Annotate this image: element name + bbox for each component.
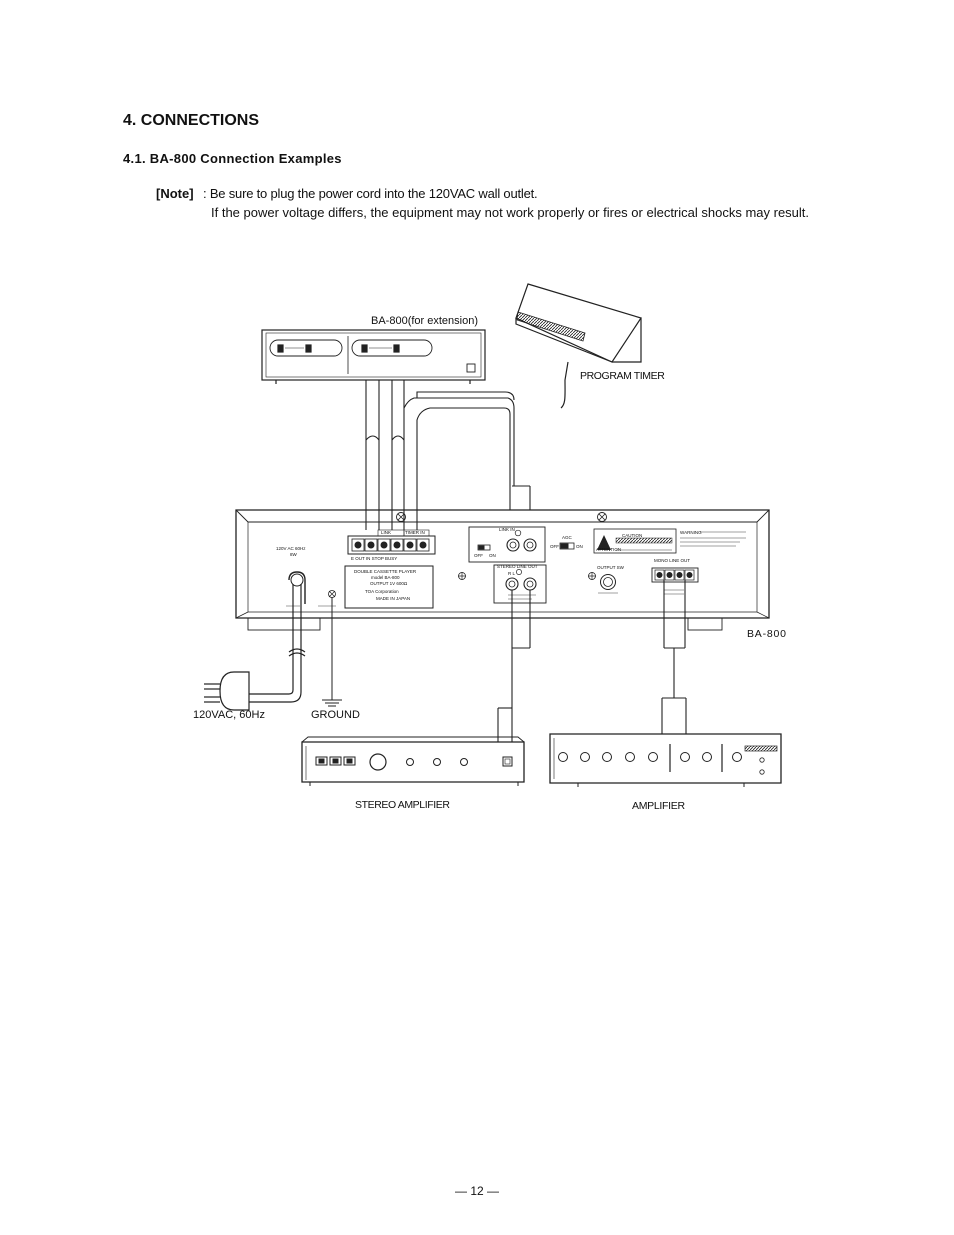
svg-text:OUTPUT SW: OUTPUT SW: [597, 565, 624, 570]
ground-label: GROUND: [311, 709, 360, 721]
svg-text:OFF: OFF: [474, 553, 483, 558]
svg-text:DOUBLE CASSETTE PLAYER: DOUBLE CASSETTE PLAYER: [354, 569, 417, 574]
svg-text:AGC: AGC: [562, 535, 572, 540]
main-unit-label: BA-800: [747, 628, 787, 640]
note-label: [Note]: [156, 186, 194, 201]
svg-text:WARNING: WARNING: [680, 530, 702, 535]
program-timer-label: PROGRAM TIMER: [580, 370, 665, 382]
svg-text:8W: 8W: [290, 552, 297, 557]
amplifier: [550, 734, 781, 787]
svg-text:120V AC 60Hz: 120V AC 60Hz: [276, 546, 306, 551]
program-timer: [516, 284, 641, 408]
svg-text:STEREO LINE OUT: STEREO LINE OUT: [497, 564, 538, 569]
svg-text:OFF: OFF: [550, 544, 559, 549]
svg-text:R L: R L: [508, 571, 516, 576]
svg-text:CAUTION: CAUTION: [622, 533, 643, 538]
svg-text:OUTPUT 1V 600Ω: OUTPUT 1V 600Ω: [370, 581, 408, 586]
subsection-title: 4.1. BA-800 Connection Examples: [123, 151, 342, 166]
svg-text:E OUT IN STOP BUSY: E OUT IN STOP BUSY: [351, 556, 398, 561]
stereo-amplifier: [302, 737, 524, 786]
power-label: 120VAC, 60Hz: [193, 709, 265, 721]
amplifier-label: AMPLIFIER: [632, 800, 685, 812]
svg-text:ATTENTION: ATTENTION: [596, 547, 622, 552]
svg-text:LINK: LINK: [381, 530, 392, 535]
extension-unit-label: BA-800(for extension): [371, 315, 478, 327]
svg-text:ON: ON: [489, 553, 496, 558]
link-cables: [366, 380, 530, 530]
output-cables: [498, 580, 686, 742]
svg-text:LINK IN: LINK IN: [499, 527, 515, 532]
svg-text:ON: ON: [576, 544, 583, 549]
page-number: — 12 —: [454, 1184, 499, 1198]
svg-text:TIMER IN: TIMER IN: [405, 530, 425, 535]
power-cord: [204, 604, 305, 710]
section-title: 4. CONNECTIONS: [123, 112, 260, 129]
note-text-continued: If the power voltage differs, the equipment may not work properly or fires or electrical shocks may result.: [211, 205, 810, 220]
ba800-extension-unit: [262, 330, 485, 384]
svg-text:MONO LINE OUT: MONO LINE OUT: [654, 558, 691, 563]
svg-text:model BA-800: model BA-800: [371, 575, 400, 580]
note-text-line1: : Be sure to plug the power cord into the 120VAC wall outlet.: [203, 186, 538, 201]
stereo-amplifier-label: STEREO AMPLIFIER: [355, 799, 450, 811]
ground-wire: [322, 597, 342, 706]
svg-text:MADE IN JAPAN: MADE IN JAPAN: [376, 596, 411, 601]
svg-text:TOA Corporation: TOA Corporation: [365, 589, 399, 594]
